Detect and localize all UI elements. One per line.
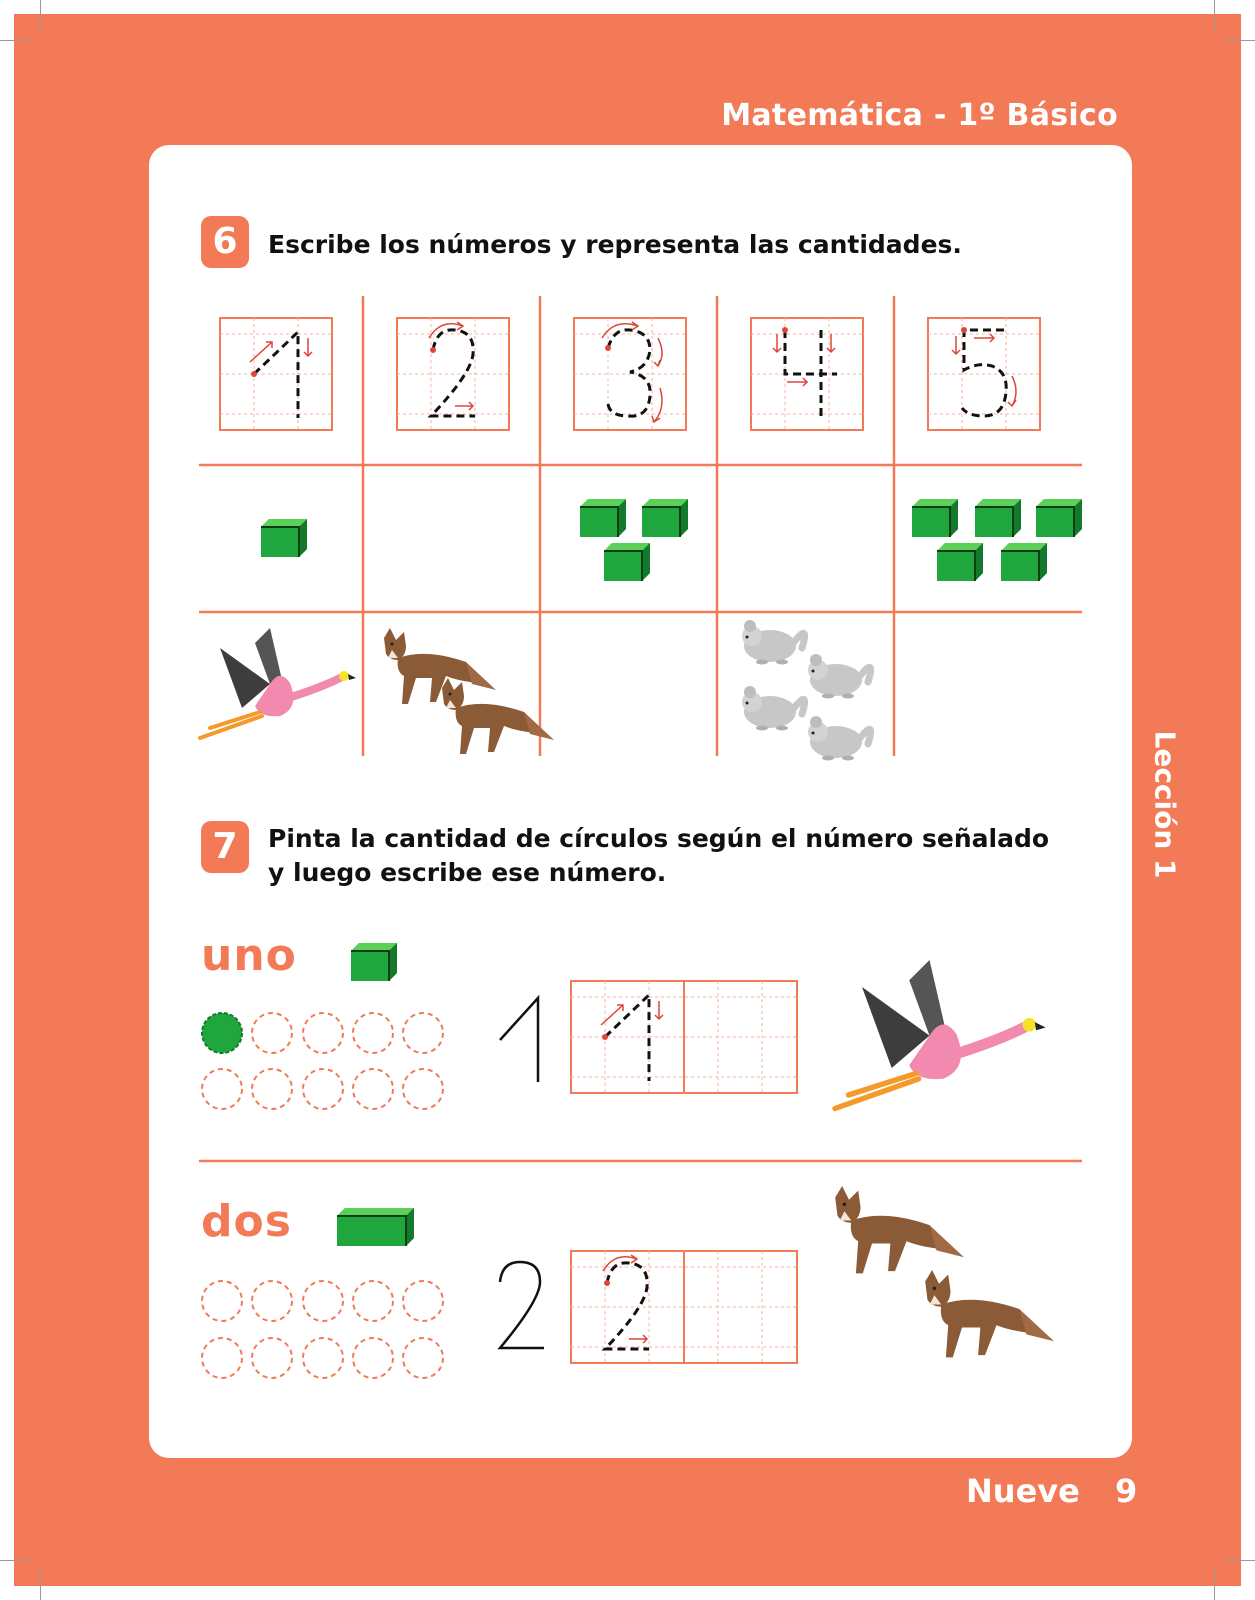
tracing-boxes xyxy=(220,318,1040,430)
tracing-box-4 xyxy=(751,318,863,430)
cube-icon xyxy=(351,943,397,981)
cube-icon xyxy=(937,543,983,581)
cube-icon xyxy=(912,499,958,537)
cube-icon xyxy=(642,499,688,537)
writing-box-uno xyxy=(571,981,797,1093)
number-word-dos: dos xyxy=(201,1196,292,1247)
lesson-label: Lección 1 xyxy=(1148,730,1182,879)
exercise-6-badge: 6 xyxy=(201,216,249,268)
writing-box-dos xyxy=(571,1251,797,1363)
page-number-word: Nueve xyxy=(966,1472,1080,1510)
chinchilla-icon xyxy=(742,686,805,731)
fox-icon xyxy=(925,1270,1054,1357)
page-number: 9 xyxy=(1115,1472,1138,1510)
number-word-uno: uno xyxy=(201,930,297,981)
fox-icon xyxy=(835,1186,964,1273)
cube-icon xyxy=(261,519,307,557)
tracing-box-5 xyxy=(928,318,1040,430)
exercise-7-instruction-line1: Pinta la cantidad de círculos según el número señalado xyxy=(268,824,1050,853)
animal-row xyxy=(200,620,871,761)
flamingo-icon xyxy=(835,960,1046,1109)
chinchilla-icon xyxy=(742,620,805,665)
cube-icon xyxy=(604,543,650,581)
exercise-7-instruction-line2: y luego escribe ese número. xyxy=(268,858,667,887)
chinchilla-icon xyxy=(808,716,871,761)
tracing-box-3 xyxy=(574,318,686,430)
circle-grid-uno xyxy=(202,1013,443,1109)
numeral-model-2 xyxy=(500,1262,544,1348)
tracing-box-1 xyxy=(220,318,332,430)
numeral-model-1 xyxy=(500,998,538,1082)
exercise-6-instruction: Escribe los números y representa las cantidades. xyxy=(268,230,962,259)
cube-icon xyxy=(580,499,626,537)
flamingo-icon xyxy=(200,628,356,738)
exercise-7-badge: 7 xyxy=(201,821,249,873)
exercise-7-row-uno xyxy=(202,943,1046,1109)
chinchilla-icon xyxy=(808,654,871,699)
fox-icon xyxy=(384,628,496,704)
tracing-box-2 xyxy=(397,318,509,430)
fox-icon xyxy=(442,678,554,754)
cube-row xyxy=(261,499,1082,581)
exercise-7-row-dos xyxy=(202,1186,1054,1378)
cube-icon xyxy=(1036,499,1082,537)
circle-grid-dos xyxy=(202,1281,443,1378)
cube-icon xyxy=(975,499,1021,537)
cube-icon xyxy=(1001,543,1047,581)
page-header-title: Matemática - 1º Básico xyxy=(721,98,1118,133)
cube-icon xyxy=(368,1208,414,1246)
filled-circle xyxy=(202,1013,242,1053)
